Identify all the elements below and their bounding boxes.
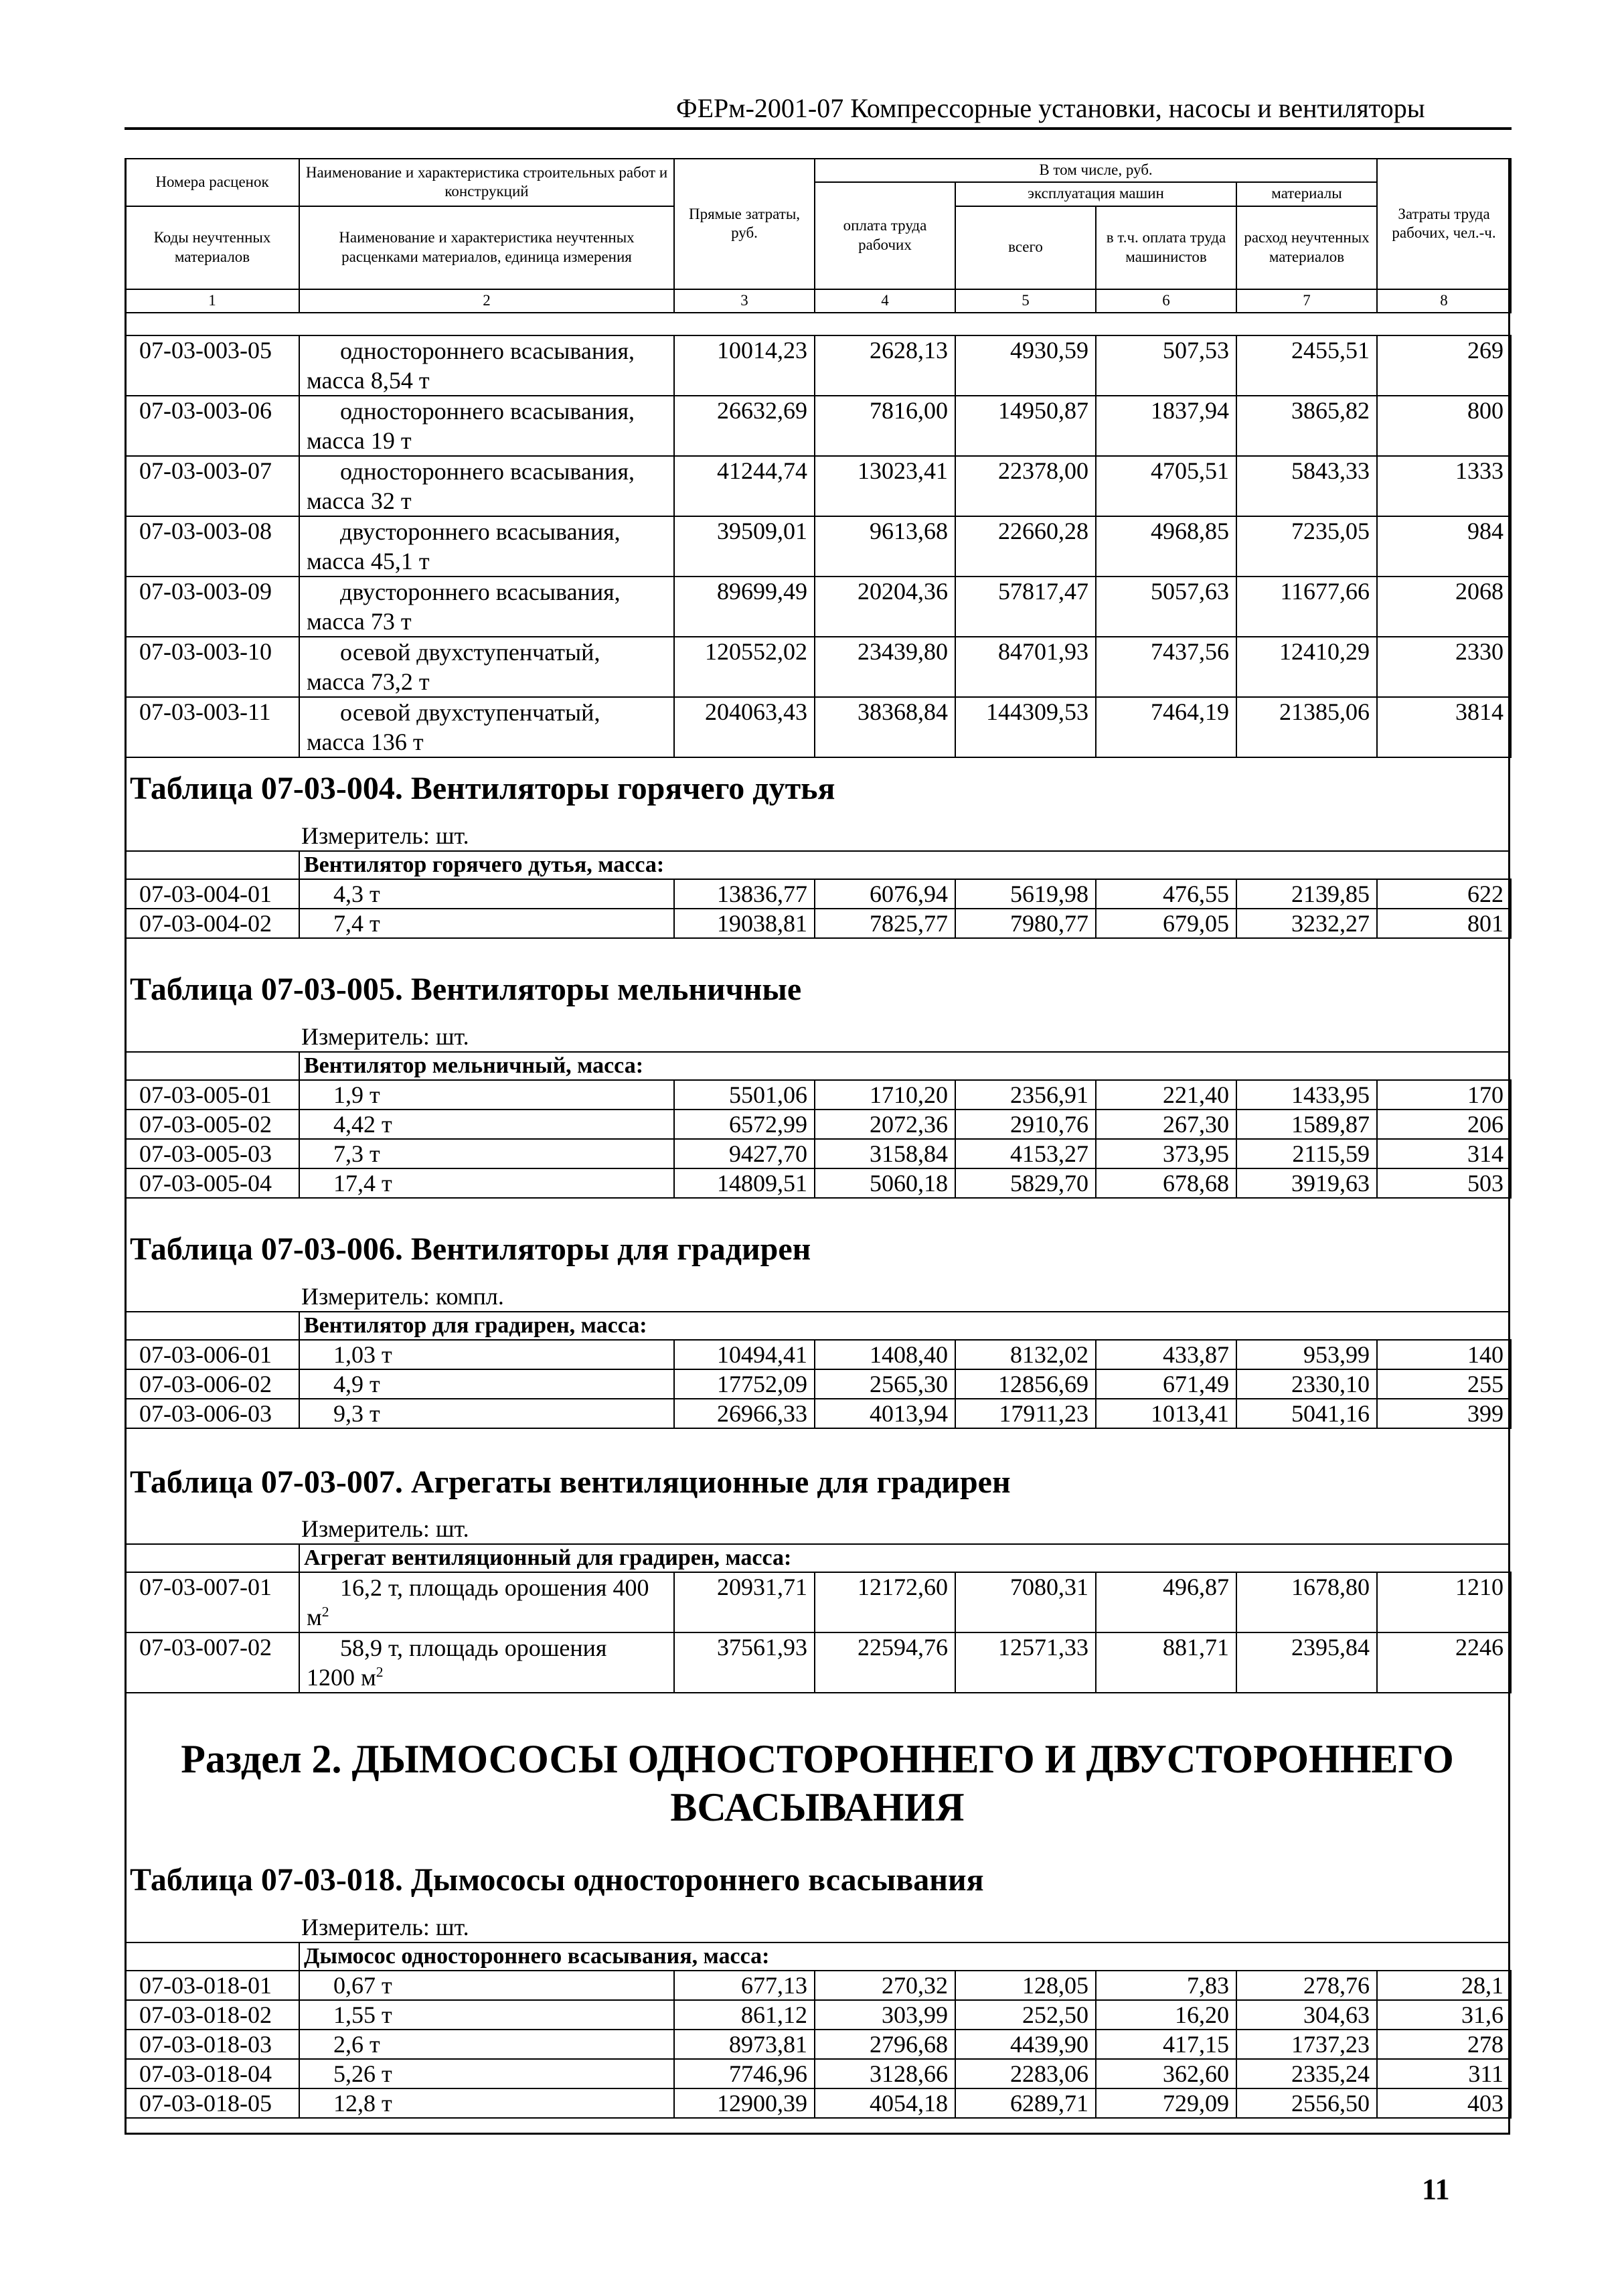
rate-name <box>299 456 674 516</box>
section-2-title-line2: ВСАСЫВАНИЯ <box>670 1785 965 1829</box>
operator-pay: 433,87 <box>1096 1340 1236 1369</box>
table-006-title: Таблица 07-03-006. Вентиляторы для градирен <box>130 1231 811 1267</box>
rate-name <box>299 396 674 456</box>
labor-costs: 206 <box>1377 1110 1511 1139</box>
unaccounted-materials: 278,76 <box>1236 1971 1377 2000</box>
direct-costs: 10494,41 <box>674 1340 815 1369</box>
rate-name: 7,4 т <box>299 909 674 938</box>
rate-code: 07-03-005-01 <box>125 1080 299 1110</box>
rate-name-line2 <box>307 607 668 636</box>
unaccounted-materials: 7235,05 <box>1236 516 1377 577</box>
hdr-including: В том числе, руб. <box>815 159 1377 182</box>
table-018 <box>125 1970 1512 2119</box>
worker-pay: 6076,94 <box>815 879 955 909</box>
worker-pay: 4054,18 <box>815 2088 955 2118</box>
table-row <box>125 1572 1511 1632</box>
col-number: 3 <box>674 289 815 313</box>
worker-pay: 22594,76 <box>815 1632 955 1693</box>
labor-costs: 31,6 <box>1377 2000 1511 2030</box>
unaccounted-materials: 953,99 <box>1236 1340 1377 1369</box>
table-row <box>125 2088 1511 2118</box>
table-006 <box>125 1339 1512 1429</box>
rate-code: 07-03-018-01 <box>125 1971 299 2000</box>
labor-costs: 1333 <box>1377 456 1511 516</box>
unaccounted-materials: 1678,80 <box>1236 1572 1377 1632</box>
operator-pay: 1013,41 <box>1096 1399 1236 1428</box>
worker-pay: 20204,36 <box>815 577 955 637</box>
rate-code: 07-03-006-02 <box>125 1369 299 1399</box>
unaccounted-materials: 12410,29 <box>1236 637 1377 697</box>
rate-name-line2 <box>307 667 668 696</box>
rate-name-line2 <box>307 486 668 516</box>
rate-name <box>299 577 674 637</box>
labor-costs: 311 <box>1377 2059 1511 2088</box>
worker-pay: 5060,18 <box>815 1168 955 1198</box>
rate-code: 07-03-003-06 <box>125 396 299 456</box>
machines-total: 2910,76 <box>955 1110 1096 1139</box>
hdr-operator-pay: в т.ч. оплата труда машинистов <box>1096 206 1236 289</box>
worker-pay: 12172,60 <box>815 1572 955 1632</box>
operator-pay: 4705,51 <box>1096 456 1236 516</box>
unaccounted-materials: 1737,23 <box>1236 2030 1377 2059</box>
direct-costs: 7746,96 <box>674 2059 815 2088</box>
table-row <box>125 1168 1511 1198</box>
column-header-table <box>125 158 1512 313</box>
worker-pay: 1408,40 <box>815 1340 955 1369</box>
rate-name-line2 <box>307 426 668 455</box>
table-005-measure: Измеритель: шт. <box>301 1023 469 1050</box>
col-number: 8 <box>1377 289 1511 313</box>
table-004-measure: Измеритель: шт. <box>301 822 469 849</box>
rate-name-line1: 16,2 т, площадь орошения 400 <box>340 1574 649 1601</box>
unaccounted-materials: 304,63 <box>1236 2000 1377 2030</box>
hdr-unaccounted-materials: расход неучтенных материалов <box>1236 206 1377 289</box>
rate-code: 07-03-003-08 <box>125 516 299 577</box>
rate-name-text: масса 32 т <box>307 487 412 514</box>
machines-total: 84701,93 <box>955 637 1096 697</box>
rate-name-line2 <box>307 1663 668 1692</box>
rate-name: 4,3 т <box>299 879 674 909</box>
rate-code: 07-03-006-03 <box>125 1399 299 1428</box>
table-007-measure: Измеритель: шт. <box>301 1515 469 1542</box>
table-003 <box>125 335 1512 758</box>
rate-name-line1: одностороннего всасывания, <box>340 398 635 425</box>
table-row <box>125 2000 1511 2030</box>
rate-code: 07-03-003-09 <box>125 577 299 637</box>
rate-name: 9,3 т <box>299 1399 674 1428</box>
hdr-materials: материалы <box>1236 182 1377 206</box>
hdr-worker-pay: оплата труда рабочих <box>815 182 955 289</box>
machines-total: 128,05 <box>955 1971 1096 2000</box>
labor-costs: 801 <box>1377 909 1511 938</box>
operator-pay: 16,20 <box>1096 2000 1236 2030</box>
hdr-direct-costs: Прямые затраты, руб. <box>674 159 815 289</box>
table-row <box>125 1110 1511 1139</box>
rate-code: 07-03-003-07 <box>125 456 299 516</box>
machines-total: 12856,69 <box>955 1369 1096 1399</box>
table-row <box>125 2059 1511 2088</box>
rate-code: 07-03-018-02 <box>125 2000 299 2030</box>
rate-name <box>299 697 674 757</box>
table-row <box>125 1399 1511 1428</box>
rate-name-line1: осевой двухступенчатый, <box>340 699 600 726</box>
table-row <box>125 2030 1511 2059</box>
operator-pay: 671,49 <box>1096 1369 1236 1399</box>
operator-pay: 7437,56 <box>1096 637 1236 697</box>
labor-costs: 140 <box>1377 1340 1511 1369</box>
rate-name-line2 <box>307 1602 668 1632</box>
machines-total: 14950,87 <box>955 396 1096 456</box>
rate-name-text: масса 45,1 т <box>307 548 430 575</box>
machines-total: 4153,27 <box>955 1139 1096 1168</box>
table-row <box>125 909 1511 938</box>
col-number: 1 <box>125 289 299 313</box>
machines-total: 6289,71 <box>955 2088 1096 2118</box>
rate-name: 5,26 т <box>299 2059 674 2088</box>
worker-pay: 3158,84 <box>815 1139 955 1168</box>
unaccounted-materials: 21385,06 <box>1236 697 1377 757</box>
rate-code: 07-03-003-10 <box>125 637 299 697</box>
machines-total: 2356,91 <box>955 1080 1096 1110</box>
direct-costs: 26632,69 <box>674 396 815 456</box>
rate-name-text: масса 73,2 т <box>307 668 430 695</box>
rate-name-line2 <box>307 727 668 757</box>
table-018-measure: Измеритель: шт. <box>301 1914 469 1940</box>
rate-name-line2 <box>307 546 668 576</box>
worker-pay: 270,32 <box>815 1971 955 2000</box>
operator-pay: 507,53 <box>1096 335 1236 396</box>
table-007-subheader: Агрегат вентиляционный для градирен, масса: <box>299 1543 1510 1572</box>
rate-name-text: м <box>307 1604 322 1630</box>
worker-pay: 2072,36 <box>815 1110 955 1139</box>
labor-costs: 2330 <box>1377 637 1511 697</box>
table-005-title: Таблица 07-03-005. Вентиляторы мельничные <box>130 972 802 1007</box>
machines-total: 22378,00 <box>955 456 1096 516</box>
rate-code: 07-03-004-01 <box>125 879 299 909</box>
rate-name <box>299 516 674 577</box>
running-header: ФЕРм-2001-07 Компрессорные установки, насосы и вентиляторы <box>676 93 1425 123</box>
labor-costs: 3814 <box>1377 697 1511 757</box>
table-005-subheader: Вентилятор мельничный, масса: <box>299 1051 1510 1079</box>
worker-pay: 7816,00 <box>815 396 955 456</box>
rate-name-line1: двустороннего всасывания, <box>340 579 621 605</box>
rate-code: 07-03-018-03 <box>125 2030 299 2059</box>
machines-total: 144309,53 <box>955 697 1096 757</box>
table-005 <box>125 1079 1512 1199</box>
rate-name-line2 <box>307 366 668 395</box>
rate-code: 07-03-003-11 <box>125 697 299 757</box>
rate-name: 1,03 т <box>299 1340 674 1369</box>
rate-code: 07-03-005-02 <box>125 1110 299 1139</box>
unaccounted-materials: 11677,66 <box>1236 577 1377 637</box>
rate-name-line1: двустороннего всасывания, <box>340 518 621 545</box>
labor-costs: 314 <box>1377 1139 1511 1168</box>
unaccounted-materials: 2455,51 <box>1236 335 1377 396</box>
rate-name-line1: одностороннего всасывания, <box>340 458 635 485</box>
worker-pay: 303,99 <box>815 2000 955 2030</box>
table-row <box>125 335 1511 396</box>
operator-pay: 729,09 <box>1096 2088 1236 2118</box>
table-row <box>125 879 1511 909</box>
unaccounted-materials: 2335,24 <box>1236 2059 1377 2088</box>
table-006-subheader: Вентилятор для градирен, масса: <box>299 1311 1510 1339</box>
direct-costs: 89699,49 <box>674 577 815 637</box>
direct-costs: 39509,01 <box>674 516 815 577</box>
unaccounted-materials: 1589,87 <box>1236 1110 1377 1139</box>
operator-pay: 679,05 <box>1096 909 1236 938</box>
hdr-labor-costs: Затраты труда рабочих, чел.-ч. <box>1377 159 1511 289</box>
labor-costs: 2068 <box>1377 577 1511 637</box>
rate-name-text: масса 19 т <box>307 427 412 454</box>
direct-costs: 19038,81 <box>674 909 815 938</box>
labor-costs: 399 <box>1377 1399 1511 1428</box>
labor-costs: 503 <box>1377 1168 1511 1198</box>
rate-code: 07-03-006-01 <box>125 1340 299 1369</box>
operator-pay: 7464,19 <box>1096 697 1236 757</box>
direct-costs: 677,13 <box>674 1971 815 2000</box>
direct-costs: 9427,70 <box>674 1139 815 1168</box>
rate-name-line1: осевой двухступенчатый, <box>340 639 600 666</box>
machines-total: 7080,31 <box>955 1572 1096 1632</box>
rate-name: 1,55 т <box>299 2000 674 2030</box>
table-018-subheader: Дымосос одностороннего всасывания, масса: <box>299 1942 1510 1970</box>
table-row <box>125 1971 1511 2000</box>
table-row <box>125 456 1511 516</box>
machines-total: 8132,02 <box>955 1340 1096 1369</box>
table-row <box>125 637 1511 697</box>
machines-total: 2283,06 <box>955 2059 1096 2088</box>
page-number: 11 <box>1422 2173 1450 2206</box>
table-row <box>125 1340 1511 1369</box>
rate-name <box>299 335 674 396</box>
direct-costs: 5501,06 <box>674 1080 815 1110</box>
superscript: 2 <box>376 1664 384 1680</box>
rate-name-text: 1200 м <box>307 1664 376 1691</box>
worker-pay: 23439,80 <box>815 637 955 697</box>
direct-costs: 26966,33 <box>674 1399 815 1428</box>
table-row <box>125 1139 1511 1168</box>
header-rule <box>125 127 1512 130</box>
operator-pay: 881,71 <box>1096 1632 1236 1693</box>
labor-costs: 800 <box>1377 396 1511 456</box>
worker-pay: 13023,41 <box>815 456 955 516</box>
table-004-title: Таблица 07-03-004. Вентиляторы горячего дутья <box>130 771 835 806</box>
unaccounted-materials: 3232,27 <box>1236 909 1377 938</box>
unaccounted-materials: 2395,84 <box>1236 1632 1377 1693</box>
unaccounted-materials: 2139,85 <box>1236 879 1377 909</box>
table-004 <box>125 879 1512 939</box>
col-number: 4 <box>815 289 955 313</box>
col-number: 6 <box>1096 289 1236 313</box>
superscript: 2 <box>321 1604 329 1620</box>
worker-pay: 2628,13 <box>815 335 955 396</box>
operator-pay: 476,55 <box>1096 879 1236 909</box>
rate-name <box>299 1632 674 1693</box>
rate-name-line1: одностороннего всасывания, <box>340 337 635 364</box>
unaccounted-materials: 1433,95 <box>1236 1080 1377 1110</box>
rate-name: 1,9 т <box>299 1080 674 1110</box>
labor-costs: 28,1 <box>1377 1971 1511 2000</box>
machines-total: 4930,59 <box>955 335 1096 396</box>
table-007-title: Таблица 07-03-007. Агрегаты вентиляционные для градирен <box>130 1464 1011 1500</box>
direct-costs: 41244,74 <box>674 456 815 516</box>
rate-code: 07-03-018-05 <box>125 2088 299 2118</box>
operator-pay: 7,83 <box>1096 1971 1236 2000</box>
rate-name: 7,3 т <box>299 1139 674 1168</box>
unaccounted-materials: 2115,59 <box>1236 1139 1377 1168</box>
worker-pay: 4013,94 <box>815 1399 955 1428</box>
labor-costs: 278 <box>1377 2030 1511 2059</box>
rate-code: 07-03-003-05 <box>125 335 299 396</box>
rate-code: 07-03-005-03 <box>125 1139 299 1168</box>
direct-costs: 14809,51 <box>674 1168 815 1198</box>
unaccounted-materials: 5843,33 <box>1236 456 1377 516</box>
table-row <box>125 516 1511 577</box>
hdr-col2-top: Наименование и характеристика строительных работ и конструкций <box>299 159 674 206</box>
rate-code: 07-03-018-04 <box>125 2059 299 2088</box>
table-006-measure: Измеритель: компл. <box>301 1283 504 1310</box>
machines-total: 7980,77 <box>955 909 1096 938</box>
operator-pay: 4968,85 <box>1096 516 1236 577</box>
col-number: 7 <box>1236 289 1377 313</box>
labor-costs: 622 <box>1377 879 1511 909</box>
rate-name <box>299 1572 674 1632</box>
rate-name: 12,8 т <box>299 2088 674 2118</box>
labor-costs: 403 <box>1377 2088 1511 2118</box>
labor-costs: 170 <box>1377 1080 1511 1110</box>
table-row <box>125 396 1511 456</box>
unaccounted-materials: 3865,82 <box>1236 396 1377 456</box>
unaccounted-materials: 5041,16 <box>1236 1399 1377 1428</box>
machines-total: 5619,98 <box>955 879 1096 909</box>
worker-pay: 2796,68 <box>815 2030 955 2059</box>
operator-pay: 5057,63 <box>1096 577 1236 637</box>
worker-pay: 1710,20 <box>815 1080 955 1110</box>
hdr-col1-top: Номера расценок <box>125 159 299 206</box>
operator-pay: 221,40 <box>1096 1080 1236 1110</box>
unaccounted-materials: 2556,50 <box>1236 2088 1377 2118</box>
rate-name: 17,4 т <box>299 1168 674 1198</box>
operator-pay: 373,95 <box>1096 1139 1236 1168</box>
machines-total: 5829,70 <box>955 1168 1096 1198</box>
labor-costs: 269 <box>1377 335 1511 396</box>
col-number: 5 <box>955 289 1096 313</box>
unaccounted-materials: 2330,10 <box>1236 1369 1377 1399</box>
rate-code: 07-03-007-01 <box>125 1572 299 1632</box>
worker-pay: 7825,77 <box>815 909 955 938</box>
labor-costs: 2246 <box>1377 1632 1511 1693</box>
hdr-machines-total: всего <box>955 206 1096 289</box>
rate-name-line1: 58,9 т, площадь орошения <box>340 1634 607 1661</box>
operator-pay: 496,87 <box>1096 1572 1236 1632</box>
worker-pay: 2565,30 <box>815 1369 955 1399</box>
hdr-col2-bottom: Наименование и характеристика неучтенных расценками материалов, единица измерения <box>299 206 674 289</box>
direct-costs: 12900,39 <box>674 2088 815 2118</box>
machines-total: 17911,23 <box>955 1399 1096 1428</box>
machines-total: 12571,33 <box>955 1632 1096 1693</box>
rate-name: 4,9 т <box>299 1369 674 1399</box>
rate-code: 07-03-004-02 <box>125 909 299 938</box>
rate-name-text: масса 136 т <box>307 729 424 755</box>
rate-name: 2,6 т <box>299 2030 674 2059</box>
direct-costs: 204063,43 <box>674 697 815 757</box>
labor-costs: 255 <box>1377 1369 1511 1399</box>
machines-total: 57817,47 <box>955 577 1096 637</box>
table-row <box>125 1080 1511 1110</box>
machines-total: 252,50 <box>955 2000 1096 2030</box>
direct-costs: 861,12 <box>674 2000 815 2030</box>
hdr-machines: эксплуатация машин <box>955 182 1236 206</box>
direct-costs: 6572,99 <box>674 1110 815 1139</box>
direct-costs: 120552,02 <box>674 637 815 697</box>
direct-costs: 17752,09 <box>674 1369 815 1399</box>
worker-pay: 38368,84 <box>815 697 955 757</box>
rate-name: 4,42 т <box>299 1110 674 1139</box>
direct-costs: 8973,81 <box>674 2030 815 2059</box>
section-2-title-line1: Раздел 2. ДЫМОСОСЫ ОДНОСТОРОННЕГО И ДВУСТОРОННЕГО <box>181 1737 1454 1781</box>
rate-code: 07-03-005-04 <box>125 1168 299 1198</box>
table-row <box>125 1632 1511 1693</box>
unaccounted-materials: 3919,63 <box>1236 1168 1377 1198</box>
direct-costs: 10014,23 <box>674 335 815 396</box>
table-007 <box>125 1572 1512 1693</box>
labor-costs: 984 <box>1377 516 1511 577</box>
direct-costs: 20931,71 <box>674 1572 815 1632</box>
direct-costs: 13836,77 <box>674 879 815 909</box>
operator-pay: 362,60 <box>1096 2059 1236 2088</box>
operator-pay: 678,68 <box>1096 1168 1236 1198</box>
labor-costs: 1210 <box>1377 1572 1511 1632</box>
rate-name-text: масса 8,54 т <box>307 367 430 394</box>
machines-total: 22660,28 <box>955 516 1096 577</box>
operator-pay: 1837,94 <box>1096 396 1236 456</box>
table-row <box>125 577 1511 637</box>
table-row <box>125 1369 1511 1399</box>
worker-pay: 3128,66 <box>815 2059 955 2088</box>
table-004-subheader: Вентилятор горячего дутья, масса: <box>299 850 1510 879</box>
worker-pay: 9613,68 <box>815 516 955 577</box>
machines-total: 4439,90 <box>955 2030 1096 2059</box>
hdr-col1-bottom: Коды неучтенных материалов <box>125 206 299 289</box>
table-018-title: Таблица 07-03-018. Дымососы одностороннего всасывания <box>130 1862 984 1898</box>
rate-name <box>299 637 674 697</box>
rate-name: 0,67 т <box>299 1971 674 2000</box>
rate-code: 07-03-007-02 <box>125 1632 299 1693</box>
direct-costs: 37561,93 <box>674 1632 815 1693</box>
col-number: 2 <box>299 289 674 313</box>
operator-pay: 267,30 <box>1096 1110 1236 1139</box>
operator-pay: 417,15 <box>1096 2030 1236 2059</box>
rate-name-text: масса 73 т <box>307 608 412 635</box>
table-row <box>125 697 1511 757</box>
